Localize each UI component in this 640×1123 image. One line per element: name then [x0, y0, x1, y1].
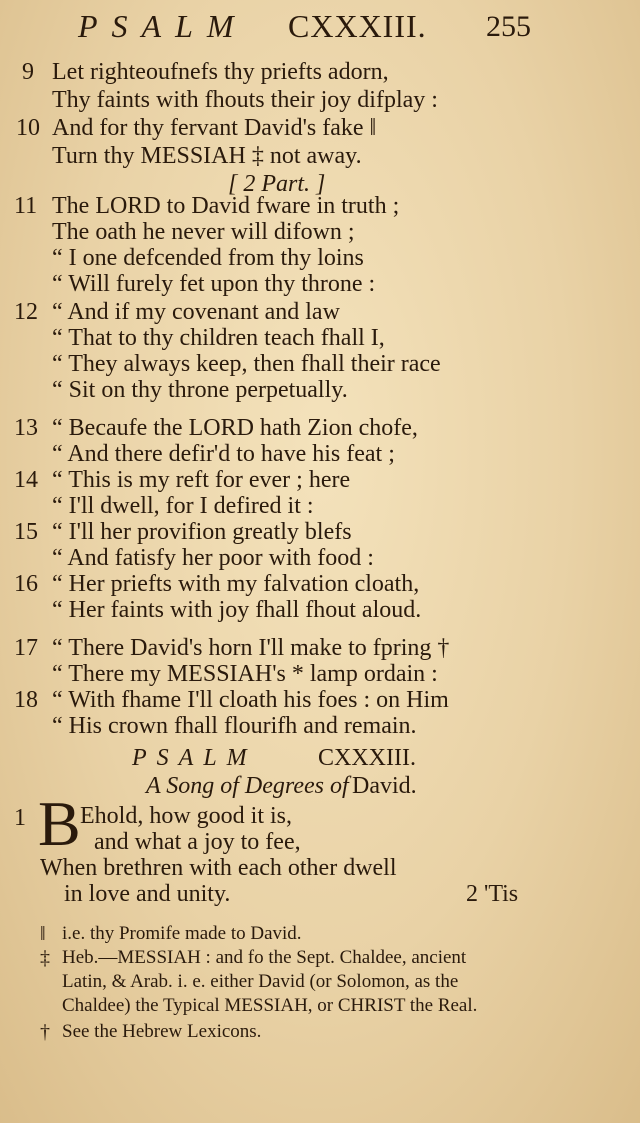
verse-line: “ And fatisfy her poor with food : — [52, 545, 374, 571]
psalm-heading-number: CXXXIII. — [318, 745, 416, 771]
verse-line: “ I'll dwell, for I defired it : — [52, 493, 314, 519]
catchword: 2 'Tis — [466, 881, 519, 907]
footnote-line: i.e. thy Promife made to David. — [62, 923, 302, 944]
verse-line: “ Her faints with joy fhall fhout aloud. — [52, 597, 422, 623]
part-label: [ 2 Part. ] — [228, 171, 326, 197]
verse-number: 14 — [14, 467, 38, 493]
verse-line: Let righteoufnefs thy priefts adorn, — [52, 59, 389, 85]
footnote-line: Latin, & Arab. i. e. either David (or Solomon, as the — [62, 971, 459, 992]
verse-number: 9 — [22, 59, 34, 85]
verse-line: “ His crown fhall flourifh and remain. — [52, 713, 417, 739]
verse-number: 18 — [14, 687, 38, 713]
verse-line: in love and unity. — [64, 881, 231, 907]
verse-number: 1 — [14, 805, 26, 831]
verse-line: “ This is my reft for ever ; here — [52, 467, 351, 493]
footnote-mark: ‡ — [40, 947, 50, 969]
footnote-mark: ‖ — [40, 923, 46, 945]
verse-line: “ I'll her provifion greatly blefs — [52, 519, 352, 545]
verse-line: “ There David's horn I'll make to fpring † — [52, 635, 450, 661]
verse-line: Thy faints with fhouts their joy difplay : — [52, 87, 438, 113]
header-psalm-number: CXXXIII. — [288, 8, 427, 44]
psalm-subtitle: A Song of Degrees of — [146, 773, 349, 799]
verse-line: “ And there defir'd to have his feat ; — [52, 441, 395, 467]
drop-cap: B — [38, 788, 81, 859]
verse-line: “ They always keep, then fhall their race — [52, 351, 441, 377]
verse-number: 17 — [14, 635, 38, 661]
footnote-line: Chaldee) the Typical MESSIAH, or CHRIST the Real. — [62, 995, 478, 1016]
verse-line: Ehold, how good it is, — [80, 803, 293, 829]
psalm-subtitle-name: David. — [352, 773, 417, 799]
verse-line: “ That to thy children teach fhall I, — [52, 325, 385, 351]
header-psalm-word: PSALM — [78, 8, 248, 44]
footnote-line: Heb.—MESSIAH : and fo the Sept. Chaldee, ancient — [62, 947, 467, 968]
psalm-heading-word: PSALM — [132, 745, 257, 771]
verse-number: 11 — [14, 193, 38, 219]
verse-line: “ Will furely fet upon thy throne : — [52, 271, 376, 297]
verse-number: 16 — [14, 571, 38, 597]
verse-line: “ Becaufe the LORD hath Zion chofe, — [52, 415, 418, 441]
verse-line: “ And if my covenant and law — [52, 299, 340, 325]
verse-line: “ I one defcended from thy loins — [52, 245, 364, 271]
verse-line: “ Sit on thy throne perpetually. — [52, 377, 348, 403]
running-header — [0, 8, 640, 52]
verse-line: When brethren with each other dwell — [40, 855, 397, 881]
footnote-line: See the Hebrew Lexicons. — [62, 1021, 262, 1042]
verse-line: The LORD to David fware in truth ; — [52, 193, 400, 219]
footnote-mark: † — [40, 1021, 50, 1043]
verse-number: 15 — [14, 519, 38, 545]
verse-line: Turn thy MESSIAH ‡ not away. — [52, 143, 362, 169]
verse-number: 12 — [14, 299, 38, 325]
verse-line: and what a joy to fee, — [94, 829, 301, 855]
verse-line: “ There my MESSIAH's * lamp ordain : — [52, 661, 438, 687]
verse-number: 13 — [14, 415, 38, 441]
verse-number: 10 — [16, 115, 40, 141]
verse-line: “ With fhame I'll cloath his foes : on Him — [52, 687, 449, 713]
verse-line: “ Her priefts with my falvation cloath, — [52, 571, 420, 597]
verse-line: And for thy fervant David's fake ‖ — [52, 115, 377, 141]
verse-line: The oath he never will difown ; — [52, 219, 355, 245]
page-number: 255 — [486, 10, 531, 43]
